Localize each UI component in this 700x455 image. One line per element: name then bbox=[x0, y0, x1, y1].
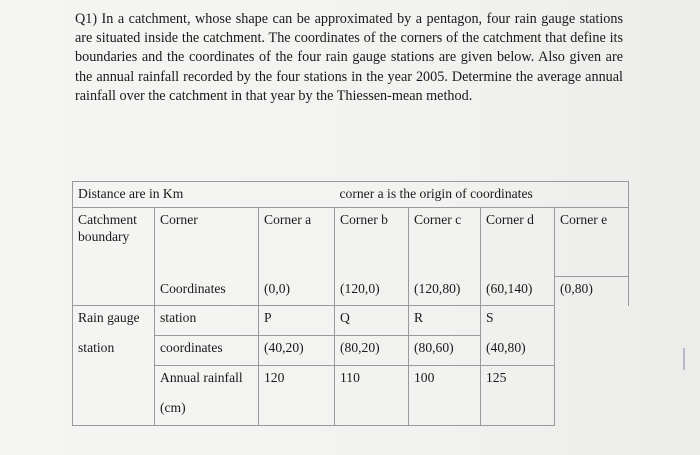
table-row bbox=[73, 182, 629, 208]
corner-label: Corner bbox=[155, 208, 259, 277]
rainfall-label: Annual rainfall bbox=[160, 370, 243, 385]
corner-a-coord: (0,0) bbox=[259, 277, 335, 306]
corner-c-coord: (120,80) bbox=[409, 277, 481, 306]
data-table bbox=[72, 181, 629, 426]
corner-a-label: Corner a bbox=[259, 208, 335, 277]
corner-b-coord: (120,0) bbox=[335, 277, 409, 306]
distance-note: Distance are in Km bbox=[73, 182, 335, 208]
station-q-coord: (80,20) bbox=[335, 336, 409, 366]
table-row bbox=[73, 306, 629, 336]
station-s-coord: (40,80) bbox=[481, 336, 555, 366]
table-row bbox=[73, 336, 629, 366]
corner-e-coord: (0,80) bbox=[555, 277, 629, 306]
corner-b-label: Corner b bbox=[335, 208, 409, 277]
rainfall-r: 100 bbox=[409, 366, 481, 426]
station-label-2: station bbox=[73, 336, 155, 366]
question-text: Q1) In a catchment, whose shape can be approximated by a pentagon, four rain gauge stations are situated inside the catchment. The coordinates of the corners of the catchment that define its boundaries and the coordinates of the four rain gauge stations are given below. Also given are the annual rainfall recorded by the four stations in the year 2005. Determine the average annual rainfall over the catchment in that year by the Thiessen-mean method. bbox=[75, 11, 623, 104]
corner-d-label: Corner d bbox=[481, 208, 555, 277]
table-row bbox=[73, 208, 629, 277]
table-row bbox=[73, 277, 629, 306]
rainfall-s: 125 bbox=[481, 366, 555, 426]
corner-d-coord: (60,140) bbox=[481, 277, 555, 306]
station-p-coord: (40,20) bbox=[259, 336, 335, 366]
station-q: Q bbox=[335, 306, 409, 336]
corner-c-label: Corner c bbox=[409, 208, 481, 277]
catchment-label: Catchment boundary bbox=[73, 208, 155, 277]
station-coords-label: coordinates bbox=[155, 336, 259, 366]
rainfall-label-cell bbox=[155, 366, 259, 426]
origin-note: corner a is the origin of coordinates bbox=[335, 182, 629, 208]
page-edge-mark bbox=[683, 348, 685, 370]
coordinates-label: Coordinates bbox=[155, 277, 259, 306]
rainfall-unit: (cm) bbox=[160, 400, 186, 415]
rainfall-p: 120 bbox=[259, 366, 335, 426]
rain-gauge-label: Rain gauge bbox=[73, 306, 155, 336]
station-s: S bbox=[481, 306, 555, 336]
station-r: R bbox=[409, 306, 481, 336]
table-row bbox=[73, 366, 629, 426]
corner-e-label: Corner e bbox=[555, 208, 629, 277]
station-r-coord: (80,60) bbox=[409, 336, 481, 366]
station-label: station bbox=[155, 306, 259, 336]
rainfall-q: 110 bbox=[335, 366, 409, 426]
station-p: P bbox=[259, 306, 335, 336]
